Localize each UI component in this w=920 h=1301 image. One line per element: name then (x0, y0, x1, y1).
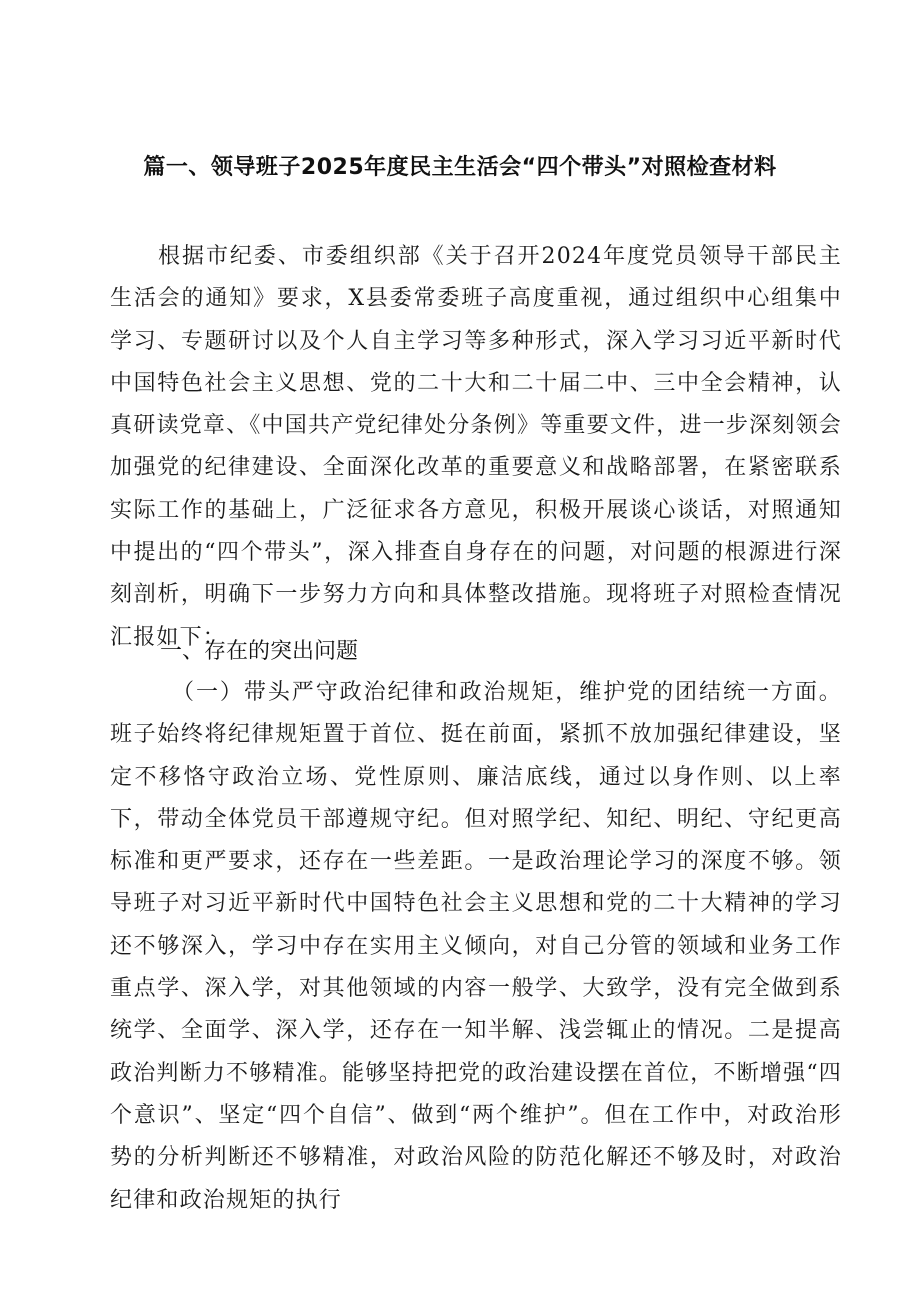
section-paragraph: （一）带头严守政治纪律和政治规矩，维护党的团结统一方面。班子始终将纪律规矩置于首位、挺在前面，紧抓不放加强纪律建设，坚定不移恪守政治立场、党性原则、廉洁底线，通过以身作则、以上率下，带动全体党员干部遵规守纪。但对照学纪、知纪、明纪、守纪更高标准和更严要求，还存在一些差距。一是政治理论学习的深度不够。领导班子对习近平新时代中国特色社会主义思想和党的二十大精神的学习还不够深入，学习中存在实用主义倾向，对自己分管的领域和业务工作重点学、深入学，对其他领域的内容一般学、大致学，没有完全做到系统学、全面学、深入学，还存在一知半解、浅尝辄止的情况。二是提高政治判断力不够精准。能够坚持把党的政治建设摆在首位，不断增强“四个意识”、坚定“四个自信”、做到“两个维护”。但在工作中，对政治形势的分析判断还不够精准，对政治风险的防范化解还不够及时，对政治纪律和政治规矩的执行 (110, 680, 842, 1213)
intro-paragraph: 根据市纪委、市委组织部《关于召开2024年度党员领导干部民主生活会的通知》要求，X县委常委班子高度重视，通过组织中心组集中学习、专题研讨以及个人自主学习等多种形式，深入学习习近平新时代中国特色社会主义思想、党的二十大和二十届二中、三中全会精神，认真研读党章、《中国共产党纪律处分条例》等重要文件，进一步深刻领会加强党的纪律建设、全面深化改革的重要意义和战略部署，在紧密联系实际工作的基础上，广泛征求各方意见，积极开展谈心谈话，对照通知中提出的“四个带头”，深入排查自身存在的问题，对问题的根源进行深刻剖析，明确下一步努力方向和具体整改措施。现将班子对照检查情况汇报如下： (110, 244, 842, 650)
section-heading: 一、存在的突出问题 (160, 639, 359, 664)
document-title: 篇一、领导班子2025年度民主生活会“四个带头”对照检查材料 (143, 155, 777, 180)
